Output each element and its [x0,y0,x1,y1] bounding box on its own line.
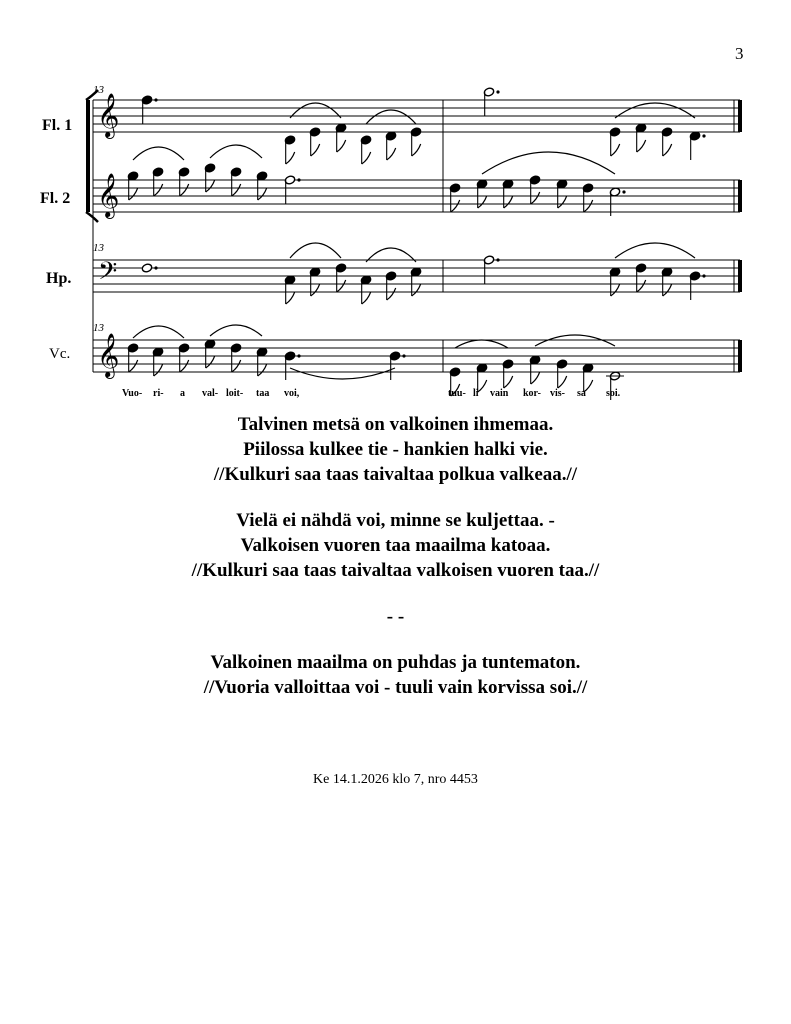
note [178,343,189,372]
note [178,167,189,196]
note [635,263,646,292]
stanza-line: Piilossa kulkee tie - hankien halki vie. [243,439,548,460]
slur [455,340,508,348]
lyric-syllable: a [180,388,185,399]
note [410,127,421,156]
lyric-syllable: kor- [523,388,541,399]
stanza-1 [0,412,791,487]
instrument-label: Fl. 1 [42,117,73,134]
lyric-syllable: tuu- [448,388,466,399]
treble-clef-icon: 𝄞 [97,173,120,217]
note [141,263,157,273]
lyric-syllable: voi, [284,388,300,399]
note [529,175,540,204]
note [141,95,157,105]
note [309,127,320,156]
lyric-syllable: loit- [226,388,244,399]
stanza-line: Valkoisen vuoren taa maailma katoaa. [240,535,551,556]
note [335,263,346,292]
stanza-line: //Kulkuri saa taas taivaltaa valkoisen vuoren taa.// [191,560,600,581]
slur [133,326,184,338]
note [385,271,396,300]
measure-number: 13 [93,242,104,254]
stanza-line: - - [386,606,405,627]
bass-clef-icon: 𝄢 [98,257,118,292]
note [502,359,513,388]
slur [290,243,341,258]
lyric-syllable: li [473,388,479,399]
lyric-syllable: soi. [606,388,621,399]
note [689,131,705,160]
note [582,183,593,212]
instrument-label: Hp. [46,270,72,287]
note [284,175,300,204]
stanza-3 [0,650,791,700]
stanza-separator [0,604,791,629]
slur [210,325,262,336]
slur [210,145,262,158]
note [385,131,396,160]
slur [290,368,395,379]
page-number: 3 [735,44,744,63]
music-score [0,0,791,410]
note [127,343,138,372]
stanza-line: //Vuoria valloittaa voi - tuuli vain korvissa soi.// [203,677,588,698]
lyric-syllable: Vuo- [122,388,143,399]
note [360,275,371,304]
note [483,87,499,116]
note [389,351,405,380]
treble-clef-icon: 𝄞 [97,93,120,137]
note [609,127,620,156]
stanza-line: //Kulkuri saa taas taivaltaa polkua valkeaa.// [213,464,578,485]
lyric-syllable: val- [202,388,219,399]
treble-clef-icon: 𝄞 [97,333,120,377]
note [230,167,241,196]
lyric-syllable: ri- [153,388,164,399]
note [689,271,705,300]
instrument-label: Vc. [49,346,71,362]
slur [366,110,416,124]
slur [482,152,615,174]
footer-date: Ke 14.1.2026 klo 7, nro 4453 [313,772,478,787]
stanza-line: Valkoinen maailma on puhdas ja tuntematon. [210,652,581,673]
slur [615,243,695,258]
stanza-2 [0,508,791,583]
note [483,255,499,284]
note [449,183,460,212]
note [556,359,567,388]
instrument-label: Fl. 2 [40,190,71,207]
note [230,343,241,372]
note [152,167,163,196]
note [529,355,540,384]
note [335,123,346,152]
stanza-line: Talvinen metsä on valkoinen ihmemaa. [237,414,554,435]
lyric-syllable: vis- [550,388,565,399]
slur [133,147,184,160]
measure-number: 13 [93,322,104,334]
note [284,135,295,164]
note [284,351,300,380]
note [284,275,295,304]
note [360,135,371,164]
note [635,123,646,152]
lyric-syllable: sa [577,388,586,399]
measure-number: 13 [93,84,104,96]
lyric-syllable: vain [490,388,509,399]
stanza-line: Vielä ei nähdä voi, minne se kuljettaa. - [236,510,555,531]
lyric-syllable: taa [256,388,270,399]
note [661,127,672,156]
